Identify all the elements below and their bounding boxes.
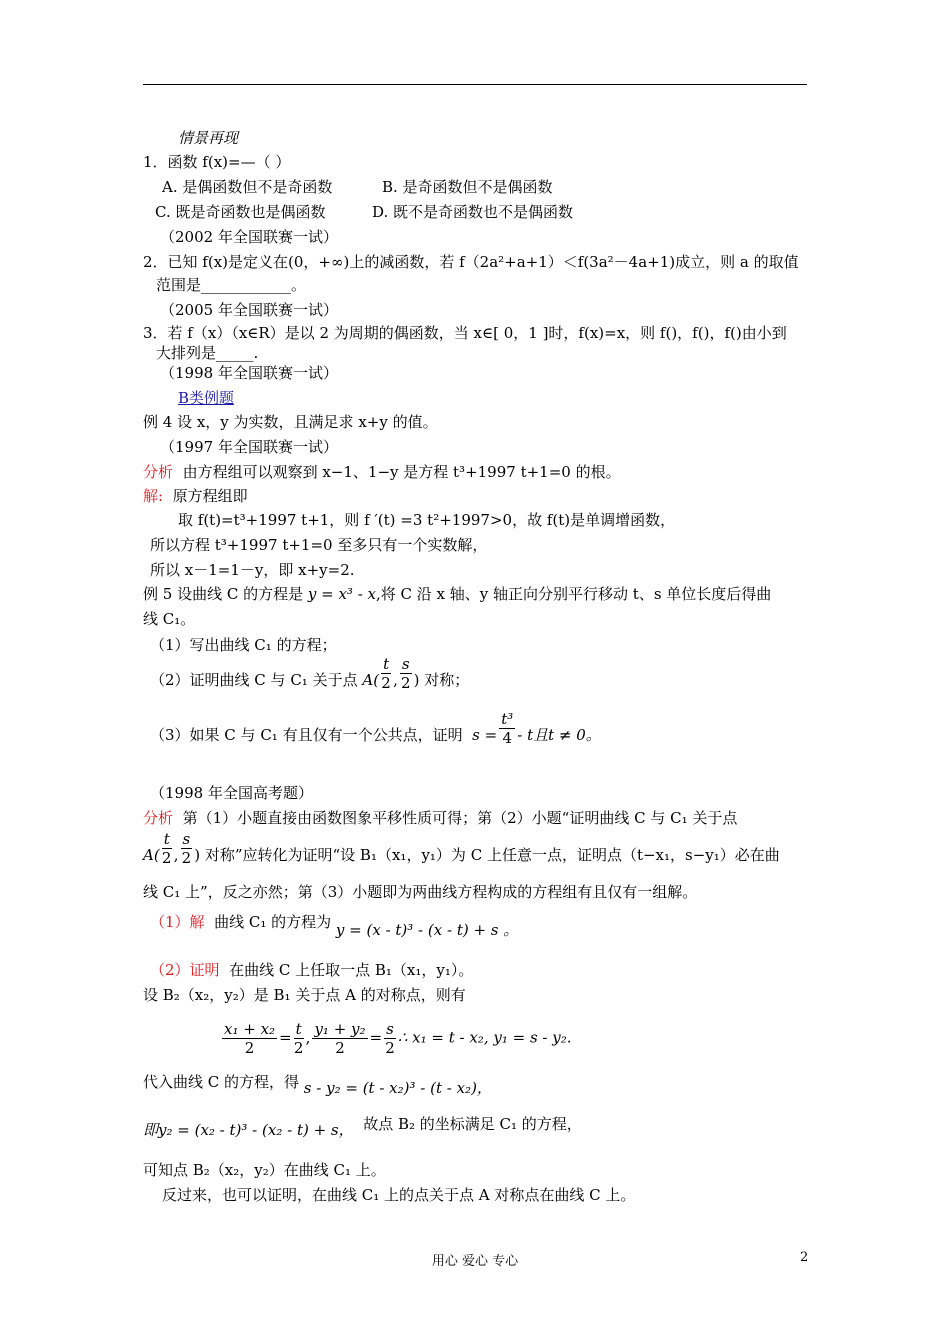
fraction-den: 2: [244, 1039, 255, 1057]
ex4-step1: 取 f(t)=t³+1997 t+1，则 f ′(t) =3 t²+1997>0，故 f(t)是单调增函数，: [178, 511, 676, 529]
ex5-stem: [143, 584, 771, 604]
section-heading: 情景再现: [178, 129, 239, 147]
ex4-stem: 例 4 设 x，y 为实数，且满足求 x+y 的值。: [143, 413, 438, 431]
q1-source: （2002 年全国联赛一试）: [160, 228, 338, 246]
fraction-den: 2: [161, 848, 172, 867]
ex5-part2: （2）证明曲线 C 与 C₁ 关于点 A( $\frac{t}{2}$ , $\frac{s}{2}$ ) 对称；: [150, 654, 470, 692]
fraction-s-half: [400, 655, 412, 692]
q1-option-c: C. 既是奇函数也是偶函数: [155, 203, 326, 221]
ex5-analysis1: [143, 808, 737, 828]
fraction-num: t: [295, 1020, 302, 1038]
fraction-t-half: [294, 1020, 304, 1057]
part2-text-a: （2）证明曲线 C 与 C₁ 关于点: [150, 671, 358, 689]
fraction-s-half: [384, 1020, 396, 1057]
point-a-label: A(: [143, 846, 160, 864]
fraction-num: t: [383, 654, 390, 673]
page-number: 2: [800, 1250, 809, 1265]
analysis-label: 分析: [143, 809, 174, 827]
q3-line2: 大排列是_____.: [156, 344, 259, 362]
ex5-stem-c: 线 C₁。: [143, 610, 196, 628]
ex5-stem-a: 例 5 设曲线 C 的方程是: [143, 585, 304, 603]
ex4-solution: [143, 486, 248, 506]
fraction-den: 4: [502, 728, 512, 747]
ex5-substitute: [143, 1072, 492, 1097]
fraction-den: 2: [335, 1039, 345, 1057]
ex5-part1: （1）写出曲线 C₁ 的方程；: [150, 636, 337, 654]
section-b-link[interactable]: B类例题: [178, 389, 235, 407]
fraction-t3-quarter: [499, 710, 515, 747]
fraction-s-half: [181, 830, 193, 867]
ex5-part3: [150, 709, 601, 747]
ex4-step2: 所以方程 t³+1997 t+1=0 至多只有一个实数解，: [150, 536, 488, 554]
ex4-analysis: [143, 462, 621, 482]
q3-line1: 3．若 f（x）（x∈R）是以 2 为周期的偶函数，当 x∈[ 0，1 ]时，f(x)=x，则 f()，f()，f()由小到: [143, 324, 787, 342]
ie-text: 故点 B₂ 的坐标满足 C₁ 的方程，: [363, 1115, 582, 1133]
ex5-analysis2: A( $\frac{t}{2}$ , $\frac{s}{2}$ ) 对称”应转化为证明“设 B₁（x₁，y₁）为 C 上任意一点，证明点（t−x₁，s−y₁）必在曲: [143, 829, 780, 867]
q1-stem: 1．函数 f(x)=—（ ）: [143, 153, 291, 171]
ie-equation: 即y₂ = (x₂ - t)³ - (x₂ - t) + s，: [143, 1121, 354, 1139]
fraction-t-half: [162, 830, 172, 867]
ex5-source: （1998 年全国高考题）: [150, 784, 313, 802]
solution-label: 解:: [143, 487, 164, 505]
page-footer: 用心 爱心 专心: [431, 1254, 519, 1269]
ex5-symmetry-equation: $\frac{\text{x₁ + x₂}}{2}$ = $\frac{t}{2}$ , $\frac{\text{y₁ + y₂}}{2}$ = $\frac{s}{2}$ ∴ x₁ = t - x₂, y₁ = s - y₂.: [224, 1020, 572, 1057]
q2-line2: 范围是____________。: [156, 276, 307, 294]
fraction-t-half: [381, 655, 391, 692]
analysis-label: 分析: [143, 463, 174, 481]
q1-option-b: B. 是奇函数但不是偶函数: [382, 178, 553, 196]
ex5-converse: 反过来，也可以证明，在曲线 C₁ 上的点关于点 A 对称点在曲线 C 上。: [162, 1186, 636, 1204]
ex4-source: （1997 年全国联赛一试）: [160, 438, 338, 456]
header-rule: [143, 84, 807, 85]
fraction-num: s: [386, 1020, 394, 1038]
q1-option-a: A. 是偶函数但不是奇函数: [162, 178, 333, 196]
ex5-ie: [143, 1114, 582, 1139]
ex5-sol1: [150, 912, 519, 939]
analysis-text: 对称”应转化为证明“设 B₁（x₁，y₁）为 C 上任意一点，证明点（t−x₁，s−y₁）必在曲: [204, 846, 780, 864]
q3-source: （1998 年全国联赛一试）: [160, 364, 338, 382]
q2-source: （2005 年全国联赛一试）: [160, 301, 338, 319]
part2-text-b: 对称；: [424, 671, 470, 689]
substitute-equation: s - y₂ = (t - x₂)³ - (t - x₂)，: [303, 1079, 492, 1097]
solution-text: 原方程组即: [172, 487, 248, 505]
q1-option-d: D. 既不是奇函数也不是偶函数: [372, 203, 574, 221]
sol1-text: 曲线 C₁ 的方程为: [214, 913, 332, 931]
fraction-num: s: [182, 829, 191, 848]
fraction-den: 2: [385, 1039, 395, 1057]
ex5-sol2: [150, 960, 473, 980]
ex5-analysis3: 线 C₁ 上”，反之亦然；第（3）小题即为两曲线方程构成的方程组有且仅有一组解。: [143, 883, 698, 901]
ex5-stem-b: ,将 C 沿 x 轴、y 轴正向分别平行移动 t、s 单位长度后得曲: [376, 585, 772, 603]
fraction-num: t³: [501, 709, 514, 728]
var-s: s =: [467, 726, 498, 744]
equation-tail: ∴ x₁ = t - x₂, y₁ = s - y₂.: [397, 1028, 572, 1047]
sol1-label: （1）解: [150, 913, 205, 931]
ex5-stem-eq: y = x³ - x: [307, 585, 376, 603]
fraction-den: 2: [293, 1039, 304, 1057]
point-a-label: A(: [362, 671, 380, 689]
ex4-step3: 所以 x－1=1－y，即 x+y=2.: [150, 561, 355, 579]
substitute-text: 代入曲线 C 的方程，得: [143, 1073, 300, 1091]
fraction-num: x₁ + x₂: [224, 1020, 276, 1038]
fraction-x-sum: [222, 1020, 277, 1057]
sol2-label: （2）证明: [150, 961, 220, 979]
sol1-equation: y = (x - t)³ - (x - t) + s 。: [335, 921, 519, 939]
fraction-den: 2: [381, 673, 391, 692]
fraction-num: s: [401, 654, 410, 673]
fraction-num: y₁ + y₂: [314, 1020, 366, 1038]
analysis-text: 第（1）小题直接由函数图象平移性质可得；第（2）小题“证明曲线 C 与 C₁ 关于点: [182, 809, 738, 827]
ex5-sol2b: 设 B₂（x₂，y₂）是 B₁ 关于点 A 的对称点，则有: [143, 986, 466, 1004]
fraction-num: t: [163, 829, 170, 848]
part3-text-b: - t且t ≠ 0。: [517, 726, 601, 744]
q2-line1: 2．已知 f(x)是定义在(0，+∞)上的减函数，若 f（2a²+a+1）＜f(3a²－4a+1)成立，则 a 的取值: [143, 253, 799, 271]
analysis-text: 由方程组可以观察到 x−1、1−y 是方程 t³+1997 t+1=0 的根。: [182, 463, 621, 481]
fraction-y-sum: [312, 1020, 367, 1057]
part3-text-a: （3）如果 C 与 C₁ 有且仅有一个公共点，证明: [150, 726, 463, 744]
fraction-den: 2: [181, 848, 192, 867]
sol2-text: 在曲线 C 上任取一点 B₁（x₁，y₁）。: [229, 961, 474, 979]
ex5-know: 可知点 B₂（x₂，y₂）在曲线 C₁ 上。: [143, 1161, 386, 1179]
fraction-den: 2: [400, 673, 411, 692]
